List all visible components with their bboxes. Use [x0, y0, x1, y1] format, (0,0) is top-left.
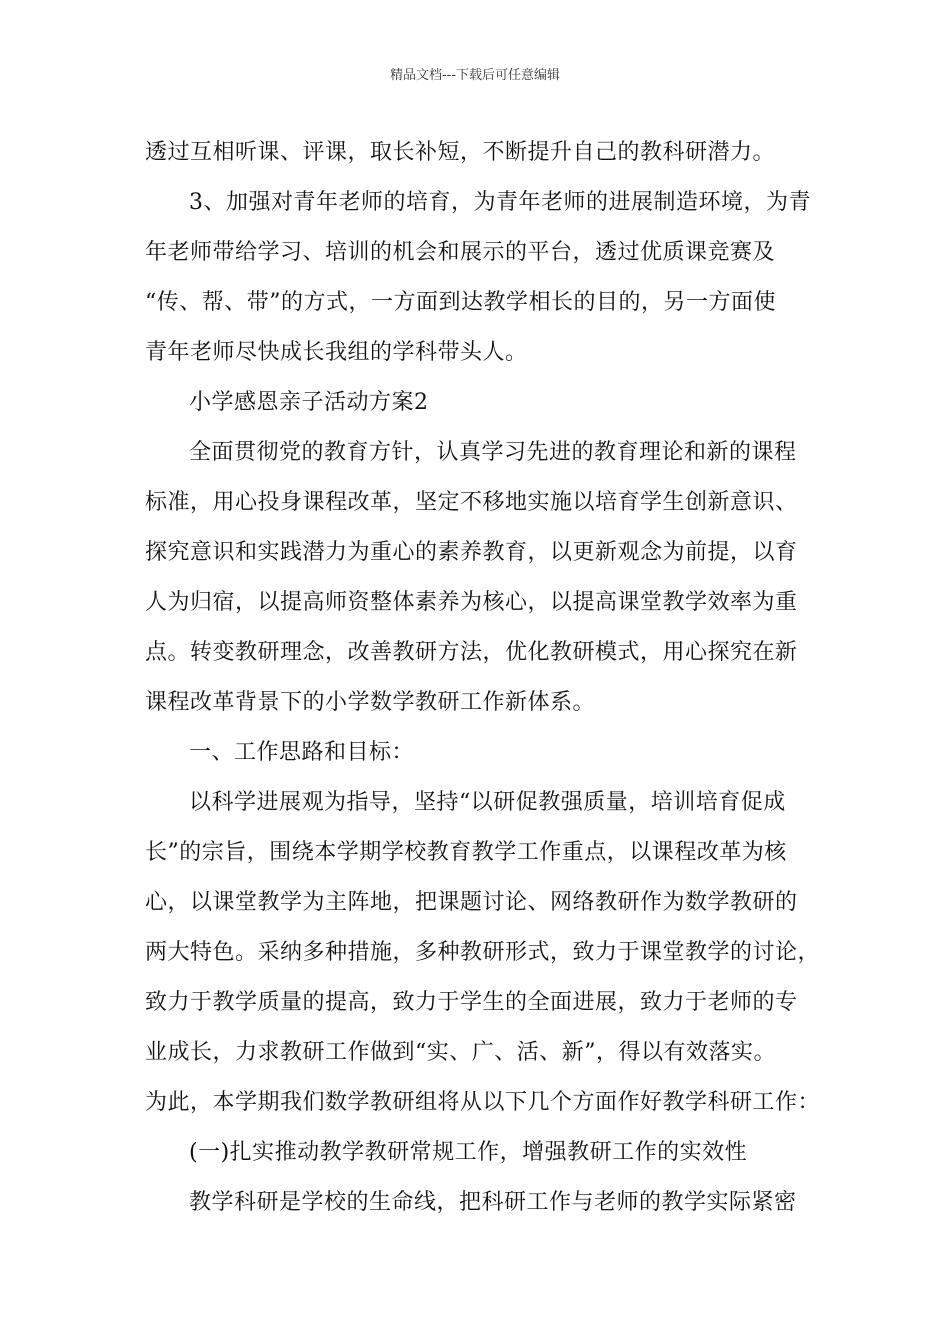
text-line: 标准，用心投身课程改革，坚定不移地实施以培育学生创新意识、 [145, 490, 798, 515]
document-body [145, 128, 825, 1228]
text-line: 透过互相听课、评课，取长补短，不断提升自己的教科研潜力。 [145, 140, 776, 165]
text-line: 心，以课堂教学为主阵地，把课题讨论、网络教研作为数学教研的 [145, 890, 798, 915]
text-line: 课程改革背景下的小学数学教研工作新体系。 [145, 690, 596, 715]
page-header: 精品文档---下载后可任意编辑 [389, 68, 561, 83]
text-line: 全面贯彻党的教育方针，认真学习先进的教育理论和新的课程 [189, 440, 797, 465]
text-line: 青年老师尽快成长我组的学科带头人。 [145, 340, 528, 365]
text-line: 一、工作思路和目标： [189, 740, 415, 765]
text-line: 点。转变教研理念，改善教研方法，优化教研模式，用心探究在新 [145, 640, 798, 665]
text-line: 探究意识和实践潜力为重心的素养教育，以更新观念为前提，以育 [145, 540, 798, 565]
text-line: 长”的宗旨，围绕本学期学校教育教学工作重点，以课程改革为核 [145, 840, 787, 865]
text-line: (一)扎实推动教学教研常规工作，增强教研工作的实效性 [189, 1140, 748, 1165]
text-line: 人为归宿，以提高师资整体素养为核心，以提高课堂教学效率为重 [145, 590, 798, 615]
text-line: 以科学进展观为指导，坚持“以研促教强质量，培训培育促成 [189, 790, 786, 815]
text-line: 业成长，力求教研工作做到“实、广、活、新”，得以有效落实。 [145, 1040, 776, 1065]
text-line: 教学科研是学校的生命线，把科研工作与老师的教学实际紧密 [189, 1190, 797, 1215]
text-line: 为此，本学期我们数学教研组将从以下几个方面作好教学科研工作： [145, 1090, 821, 1115]
text-line: 年老师带给学习、培训的机会和展示的平台，透过优质课竞赛及 [145, 240, 776, 265]
text-line: 3、加强对青年老师的培育，为青年老师的进展制造环境，为青 [189, 190, 811, 215]
text-line: 小学感恩亲子活动方案2 [189, 390, 429, 415]
text-line: 致力于教学质量的提高，致力于学生的全面进展，致力于老师的专 [145, 990, 798, 1015]
text-line: “传、帮、带”的方式，一方面到达教学相长的目的，另一方面使 [145, 290, 776, 315]
text-line: 两大特色。采纳多种措施，多种教研形式，致力于课堂教学的讨论， [145, 940, 821, 965]
